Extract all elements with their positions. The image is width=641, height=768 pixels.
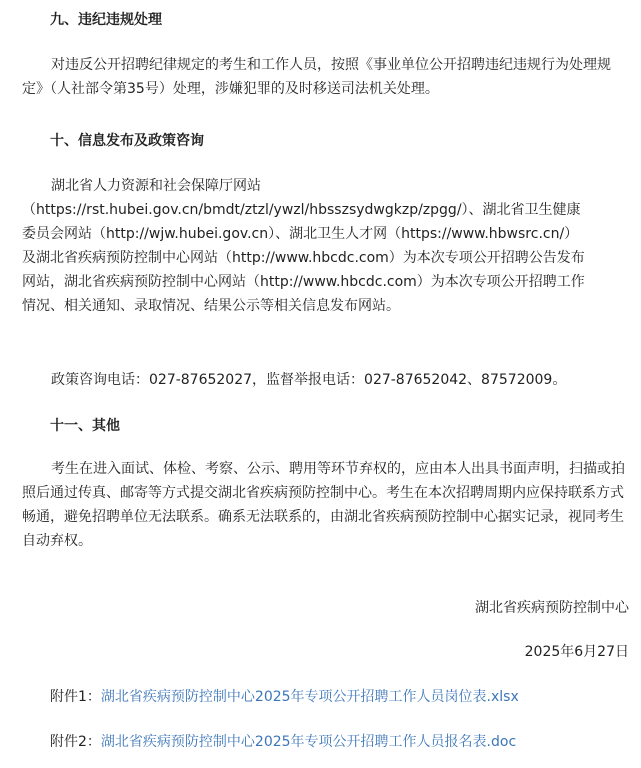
signature-date: 2025年6月27日: [524, 644, 629, 660]
info-line-1: 湖北省人力资源和社会保障厅网站: [51, 178, 261, 194]
info-line-3: 委员会网站（http://wjw.hubei.gov.cn）、湖北卫生人才网（https://www.hbwsrc.cn/）: [22, 226, 579, 242]
section-9-heading: 九、违纪违规处理: [50, 12, 162, 28]
info-line-4: 及湖北省疾病预防控制中心网站（http://www.hbcdc.com）为本次专项公开招聘公告发布: [22, 250, 585, 266]
section-10-heading: 十、信息发布及政策咨询: [50, 133, 204, 149]
attachment-1-link[interactable]: 湖北省疾病预防控制中心2025年专项公开招聘工作人员岗位表.xlsx: [100, 689, 519, 705]
attachment-2: [50, 731, 516, 751]
info-line-2: （https://rst.hubei.gov.cn/bmdt/ztzl/ywzl/hbsszsydwgkzp/zpgg/）、湖北省卫生健康: [22, 202, 581, 218]
attachment-2-link[interactable]: 湖北省疾病预防控制中心2025年专项公开招聘工作人员报名表.doc: [100, 734, 517, 750]
contact-phones: 政策咨询电话：027-87652027，监督举报电话：027-87652042、87572009。: [51, 372, 567, 388]
attachment-1: [50, 686, 519, 706]
info-line-6: 情况、相关通知、录取情况、结果公示等相关信息发布网站。: [22, 298, 400, 314]
attachment-1-prefix: 附件1：: [50, 689, 101, 705]
signature-org: 湖北省疾病预防控制中心: [475, 600, 629, 616]
info-line-5: 网站，湖北省疾病预防控制中心网站（http://www.hbcdc.com）为本次专项公开招聘工作: [22, 274, 585, 290]
section-11-heading: 十一、其他: [50, 418, 120, 434]
section-9-paragraph: 对违反公开招聘纪律规定的考生和工作人员，按照《事业单位公开招聘违纪违规行为处理规定》（人社部令第35号）处理，涉嫌犯罪的及时移送司法机关处理。: [22, 57, 611, 97]
attachment-2-prefix: 附件2：: [50, 734, 101, 750]
section-10-paragraph: [22, 174, 634, 318]
section-11-paragraph: 考生在进入面试、体检、考察、公示、聘用等环节弃权的，应由本人出具书面声明，扫描或拍照后通过传真、邮寄等方式提交湖北省疾病预防控制中心。考生在本次招聘周期内应保持联系方式畅通，避免招聘单位无法联系。确系无法联系的，由湖北省疾病预防控制中心据实记录，视同考生自动弃权。: [22, 461, 625, 549]
